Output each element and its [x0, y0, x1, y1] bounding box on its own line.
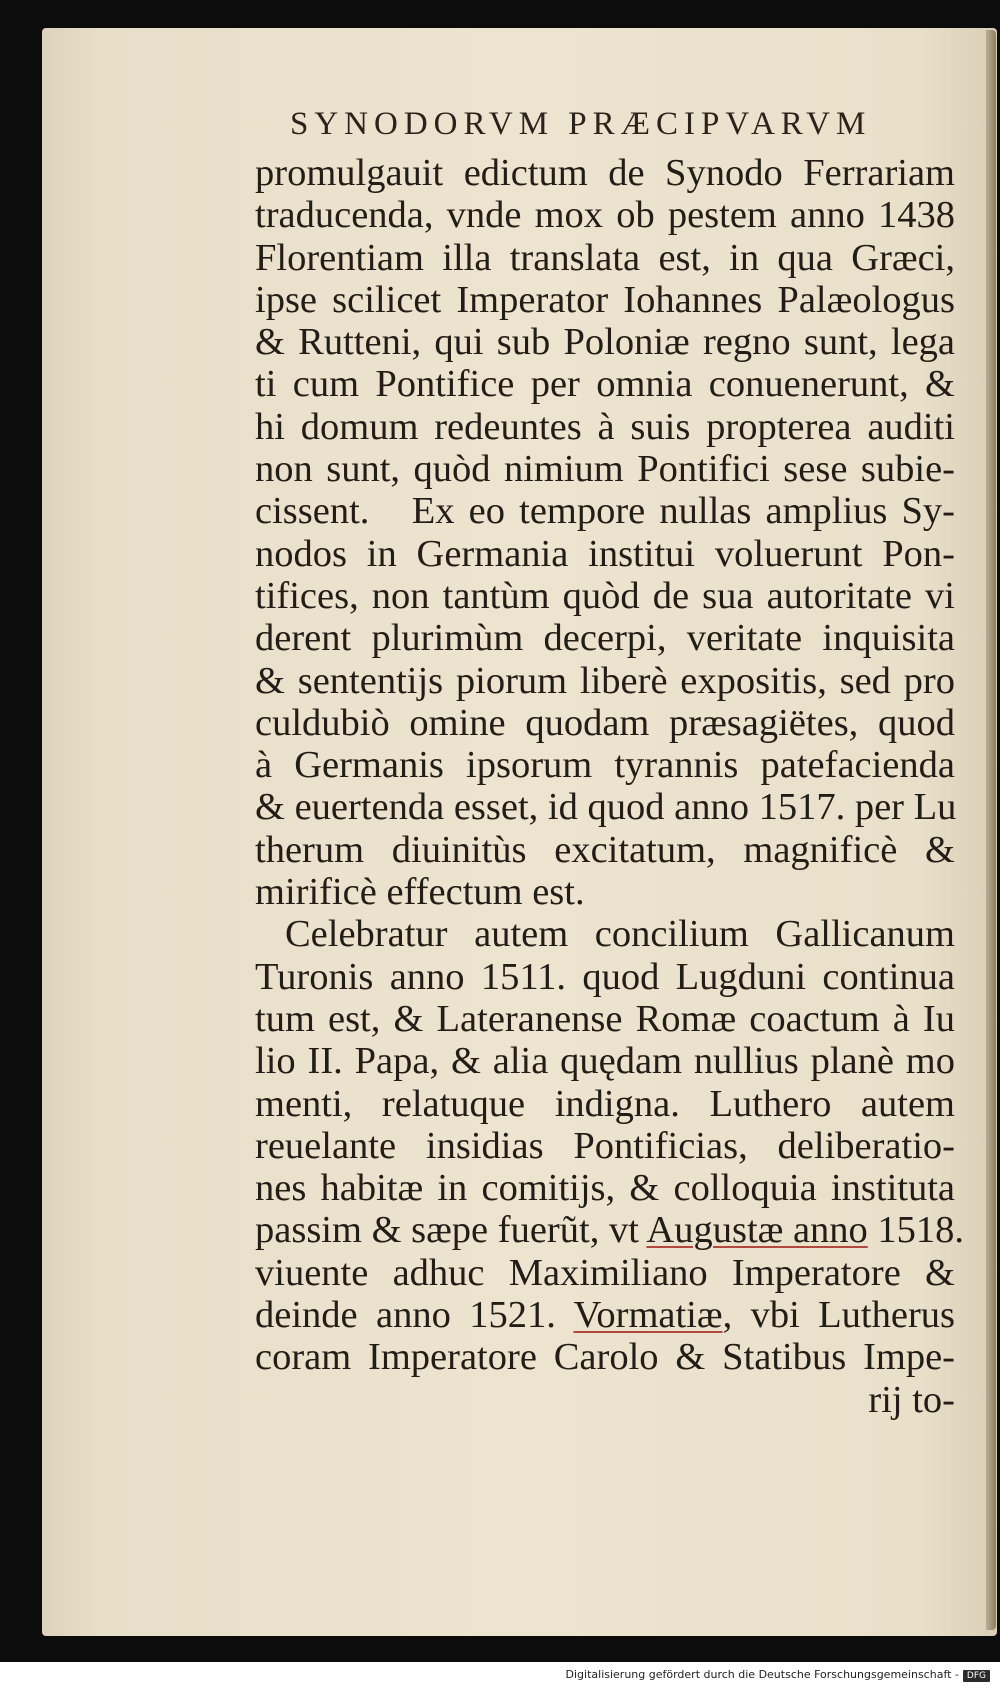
text-line-vormatiae [255, 1294, 955, 1336]
text-line: non sunt, quòd nimium Pontifici sese subie- [255, 448, 955, 491]
credit-text: Digitalisierung gefördert durch die Deutsche Forschungsgemeinschaft - [565, 1668, 959, 1681]
line-start: deinde anno 1521. [255, 1294, 574, 1337]
page-edge [986, 30, 996, 1630]
paragraph-start-line: Celebratur autem concilium Gallicanum [285, 913, 955, 956]
dfg-logo: DFG [963, 1670, 990, 1682]
line-start: passim & sæpe fuerũt, vt [255, 1209, 647, 1252]
text-line: & sententijs piorum liberè expositis, sed pro [255, 659, 955, 702]
text-line: cissent. Ex eo tempore nullas amplius Sy- [255, 490, 955, 533]
text-line: ti cum Pontifice per omnia conuenerunt, & [255, 363, 955, 406]
text-line: tum est, & Lateranense Romæ coactum à Iu [255, 997, 955, 1040]
text-line: nes habitæ in comitijs, & colloquia instituta [255, 1167, 955, 1210]
text-line: traducenda, vnde mox ob pestem anno 1438 [255, 194, 955, 237]
text-line: & Rutteni, qui sub Poloniæ regno sunt, lega [255, 321, 955, 364]
text-line: viuente adhuc Maximiliano Imperatore & [255, 1251, 955, 1294]
text-line: tifices, non tantùm quòd de sua autoritate vi [255, 574, 955, 617]
text-line: ipse scilicet Imperator Iohannes Palæologus [255, 278, 955, 321]
text-line: therum diuinitùs excitatum, magnificè & [255, 828, 955, 871]
text-line-augustae [255, 1209, 965, 1252]
text-line: promulgauit edictum de Synodo Ferrariam [255, 152, 955, 194]
running-header: SYNODORVM PRÆCIPVARVM [290, 106, 872, 142]
text-line: coram Imperatore Carolo & Statibus Impe- [255, 1336, 955, 1379]
text-line: & euertenda esset, id quod anno 1517. per Lu [255, 786, 957, 829]
text-line: Florentiam illa translata est, in qua Græci, [255, 236, 955, 279]
text-line: à Germanis ipsorum tyrannis patefacienda [255, 744, 955, 787]
underlined-vormatiae: Vormatiæ [573, 1294, 723, 1337]
digitization-credit [0, 1668, 990, 1682]
text-line: lio II. Papa, & alia quędam nullius planè mo [255, 1040, 955, 1083]
text-line: culdubiò omine quodam præsagiëtes, quod [255, 701, 955, 744]
catchword: rij to- [868, 1378, 955, 1421]
text-line: menti, relatuque indigna. Luthero autem [255, 1082, 955, 1125]
text-line: reuelante insidias Pontificias, deliberatio- [255, 1124, 955, 1167]
line-end: , vbi Lutherus [722, 1294, 955, 1337]
underlined-augustae: Augustæ anno [646, 1209, 868, 1252]
text-line: hi domum redeuntes à suis propterea auditi [255, 405, 955, 448]
text-line: derent plurimùm decerpi, veritate inquisita [255, 617, 955, 660]
text-line: nodos in Germania institui voluerunt Pon- [255, 532, 955, 575]
text-line: Turonis anno 1511. quod Lugduni continua [255, 955, 955, 998]
text-line: mirificè effectum est. [255, 871, 585, 914]
line-end: 1518. [867, 1209, 965, 1252]
body-text [255, 152, 965, 1421]
